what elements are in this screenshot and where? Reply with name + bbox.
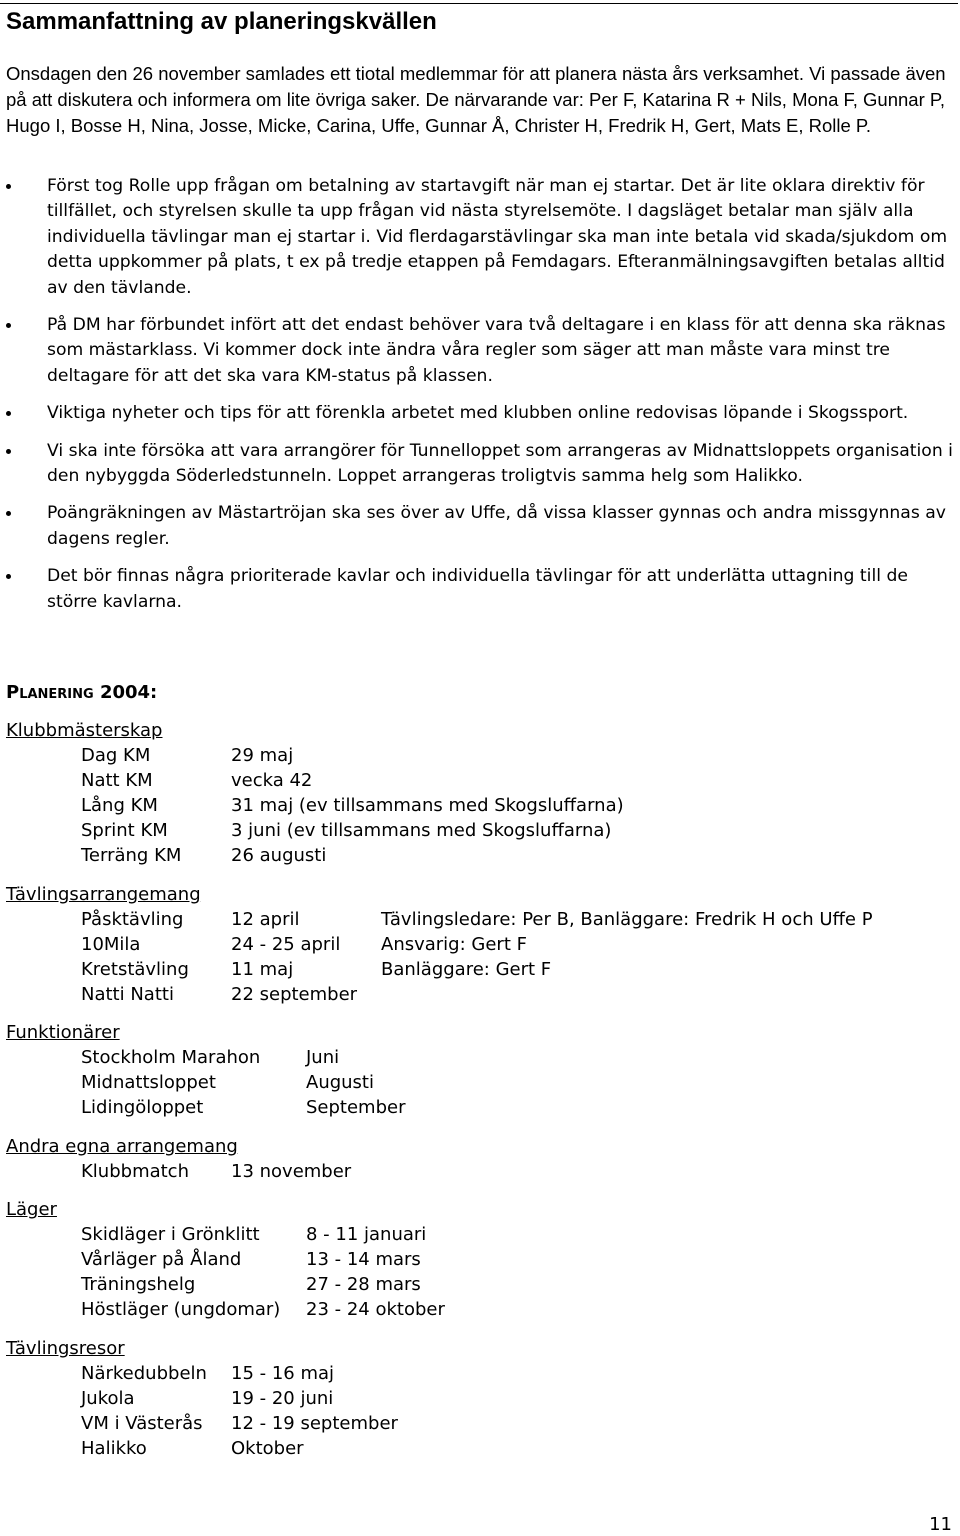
table-row bbox=[6, 1070, 956, 1095]
event-name: Terräng KM bbox=[81, 845, 182, 867]
section-klubbmasterskap bbox=[6, 718, 956, 868]
event-name: Närkedubbeln bbox=[81, 1363, 207, 1384]
event-date: 31 maj (ev tillsammans med Skogsluffarna) bbox=[231, 795, 624, 817]
section-lager bbox=[6, 1197, 956, 1322]
section-tavlingsresor bbox=[6, 1336, 956, 1461]
event-name: Klubbmatch bbox=[81, 1161, 189, 1182]
event-date: 13 november bbox=[231, 1161, 352, 1182]
table-row bbox=[6, 1247, 956, 1272]
section-title: Andra egna arrangemang bbox=[6, 1136, 238, 1157]
section-title: Läger bbox=[6, 1199, 57, 1220]
section-andra-arrangemang bbox=[6, 1134, 956, 1184]
bullet-icon bbox=[6, 184, 11, 189]
table-row bbox=[6, 743, 956, 768]
section-tavlingsarrangemang bbox=[6, 882, 956, 1007]
event-date: 12 april bbox=[231, 909, 300, 930]
event-name: Lång KM bbox=[81, 795, 158, 817]
table-row bbox=[6, 1045, 956, 1070]
event-name: Jukola bbox=[81, 1388, 135, 1410]
event-date: Juni bbox=[306, 1047, 340, 1068]
list-item bbox=[6, 174, 956, 301]
plan-heading: Planering 2004: bbox=[6, 682, 158, 703]
event-date: 8 - 11 januari bbox=[306, 1224, 427, 1245]
table-row bbox=[6, 1095, 956, 1120]
event-date: 15 - 16 maj bbox=[231, 1363, 335, 1384]
table-row bbox=[6, 843, 956, 868]
event-name: Påsktävling bbox=[81, 909, 184, 930]
bullet-icon bbox=[6, 574, 11, 579]
bullet-icon bbox=[6, 511, 11, 516]
event-date: 26 augusti bbox=[231, 845, 327, 867]
list-item-text: Vi ska inte försöka att vara arrangörer för Tunnelloppet som arrangeras av Midnattsloppets organisation i den nybyggda Söderledstunneln. Loppet arrangeras troligtvis samma helg som Halikko. bbox=[47, 440, 953, 487]
event-name: Träningshelg bbox=[81, 1274, 196, 1296]
event-name: Vårläger på Åland bbox=[81, 1249, 242, 1271]
event-name: Skidläger i Grönklitt bbox=[81, 1224, 260, 1245]
table-row bbox=[6, 1361, 956, 1386]
event-name: Natt KM bbox=[81, 770, 153, 792]
event-name: Natti Natti bbox=[81, 984, 174, 1006]
table-row bbox=[6, 793, 956, 818]
event-date: September bbox=[306, 1097, 406, 1119]
list-item bbox=[6, 401, 956, 426]
table-row bbox=[6, 932, 956, 957]
section-title: Tävlingsresor bbox=[6, 1338, 125, 1359]
event-name: Halikko bbox=[81, 1438, 147, 1460]
event-date: 27 - 28 mars bbox=[306, 1274, 421, 1296]
event-date: vecka 42 bbox=[231, 770, 313, 792]
page-number: 11 bbox=[929, 1514, 952, 1535]
page-title: Sammanfattning av planeringskvällen bbox=[6, 8, 437, 35]
table-row bbox=[6, 768, 956, 793]
bullet-icon bbox=[6, 323, 11, 328]
list-item bbox=[6, 564, 956, 615]
table-row bbox=[6, 907, 956, 932]
intro-paragraph: Onsdagen den 26 november samlades ett tiotal medlemmar för att planera nästa års verksamhet. Vi passade även på att diskutera och informera om lite övriga saker. De närvarande var: Per F, Katarina R + Nils, Mona F, Gunnar P, Hugo I, Bosse H, Nina, Josse, Micke, Carina, Uffe, Gunnar Å, Christer H, Fredrik H, Gert, Mats E, Rolle P. bbox=[6, 63, 946, 136]
bullet-list bbox=[6, 174, 956, 615]
list-item bbox=[6, 439, 956, 490]
table-row bbox=[6, 1272, 956, 1297]
table-row bbox=[6, 1436, 956, 1461]
event-date: 11 maj bbox=[231, 959, 294, 981]
table-row bbox=[6, 957, 956, 982]
bullet-icon bbox=[6, 411, 11, 416]
table-row bbox=[6, 1386, 956, 1411]
list-item-text: Först tog Rolle upp frågan om betalning av startavgift när man ej startar. Det är lite oklara direktiv för tillfället, och styrelsen skulle ta upp frågan vid nästa styrelsemöte. I dagsläget betalar man själv alla individuella tävlingar man ej startar i. Vid flerdagarstävlingar ska man inte betala vid skada/sjukdom om detta uppkommer på plats, t ex på tredje etappen på Femdagars. Efteranmälningsavgiften betalas alltid av den tävlande. bbox=[47, 176, 948, 298]
list-item bbox=[6, 313, 956, 389]
table-row bbox=[6, 1297, 956, 1322]
list-item bbox=[6, 501, 956, 552]
section-title: Funktionärer bbox=[6, 1022, 120, 1043]
table-row bbox=[6, 982, 956, 1007]
bullet-icon bbox=[6, 449, 11, 454]
event-name: VM i Västerås bbox=[81, 1413, 203, 1435]
event-date: Oktober bbox=[231, 1438, 304, 1460]
event-name: Lidingöloppet bbox=[81, 1097, 204, 1119]
event-name: 10Mila bbox=[81, 934, 141, 956]
table-row bbox=[6, 1222, 956, 1247]
section-title: Klubbmästerskap bbox=[6, 720, 163, 741]
event-name: Sprint KM bbox=[81, 820, 168, 842]
event-note: Banläggare: Gert F bbox=[381, 959, 552, 981]
event-name: Stockholm Marahon bbox=[81, 1047, 261, 1068]
section-title: Tävlingsarrangemang bbox=[6, 884, 201, 905]
event-name: Höstläger (ungdomar) bbox=[81, 1299, 281, 1321]
event-name: Midnattsloppet bbox=[81, 1072, 216, 1094]
event-date: 19 - 20 juni bbox=[231, 1388, 334, 1410]
top-rule bbox=[0, 3, 958, 4]
event-date: 13 - 14 mars bbox=[306, 1249, 421, 1271]
list-item-text: På DM har förbundet infört att det endast behöver vara två deltagare i en klass för att denna ska räknas som mästarklass. Vi kommer dock inte ändra våra regler som säger att man måste vara minst tre deltagare för att det ska vara KM-status på klassen. bbox=[47, 315, 946, 386]
event-date: 23 - 24 oktober bbox=[306, 1299, 445, 1321]
section-funktionarer bbox=[6, 1020, 956, 1120]
table-row bbox=[6, 1159, 956, 1184]
event-date: 12 - 19 september bbox=[231, 1413, 398, 1435]
event-date: Augusti bbox=[306, 1072, 374, 1094]
list-item-text: Poängräkningen av Mästartröjan ska ses över av Uffe, då vissa klasser gynnas och andra missgynnas av dagens regler. bbox=[47, 503, 946, 549]
event-date: 22 september bbox=[231, 984, 358, 1006]
list-item-text: Det bör finnas några prioriterade kavlar och individuella tävlingar för att underlätta uttagning till de större kavlarna. bbox=[47, 566, 908, 612]
event-note: Ansvarig: Gert F bbox=[381, 934, 527, 956]
event-date: 24 - 25 april bbox=[231, 934, 341, 956]
list-item-text: Viktiga nyheter och tips för att förenkla arbetet med klubben online redovisas löpande i Skogssport. bbox=[47, 403, 909, 424]
event-name: Dag KM bbox=[81, 745, 151, 766]
event-note: Tävlingsledare: Per B, Banläggare: Fredrik H och Uffe P bbox=[381, 909, 873, 930]
table-row bbox=[6, 818, 956, 843]
event-date: 29 maj bbox=[231, 745, 294, 766]
event-date: 3 juni (ev tillsammans med Skogsluffarna) bbox=[231, 820, 612, 842]
table-row bbox=[6, 1411, 956, 1436]
event-name: Kretstävling bbox=[81, 959, 189, 981]
